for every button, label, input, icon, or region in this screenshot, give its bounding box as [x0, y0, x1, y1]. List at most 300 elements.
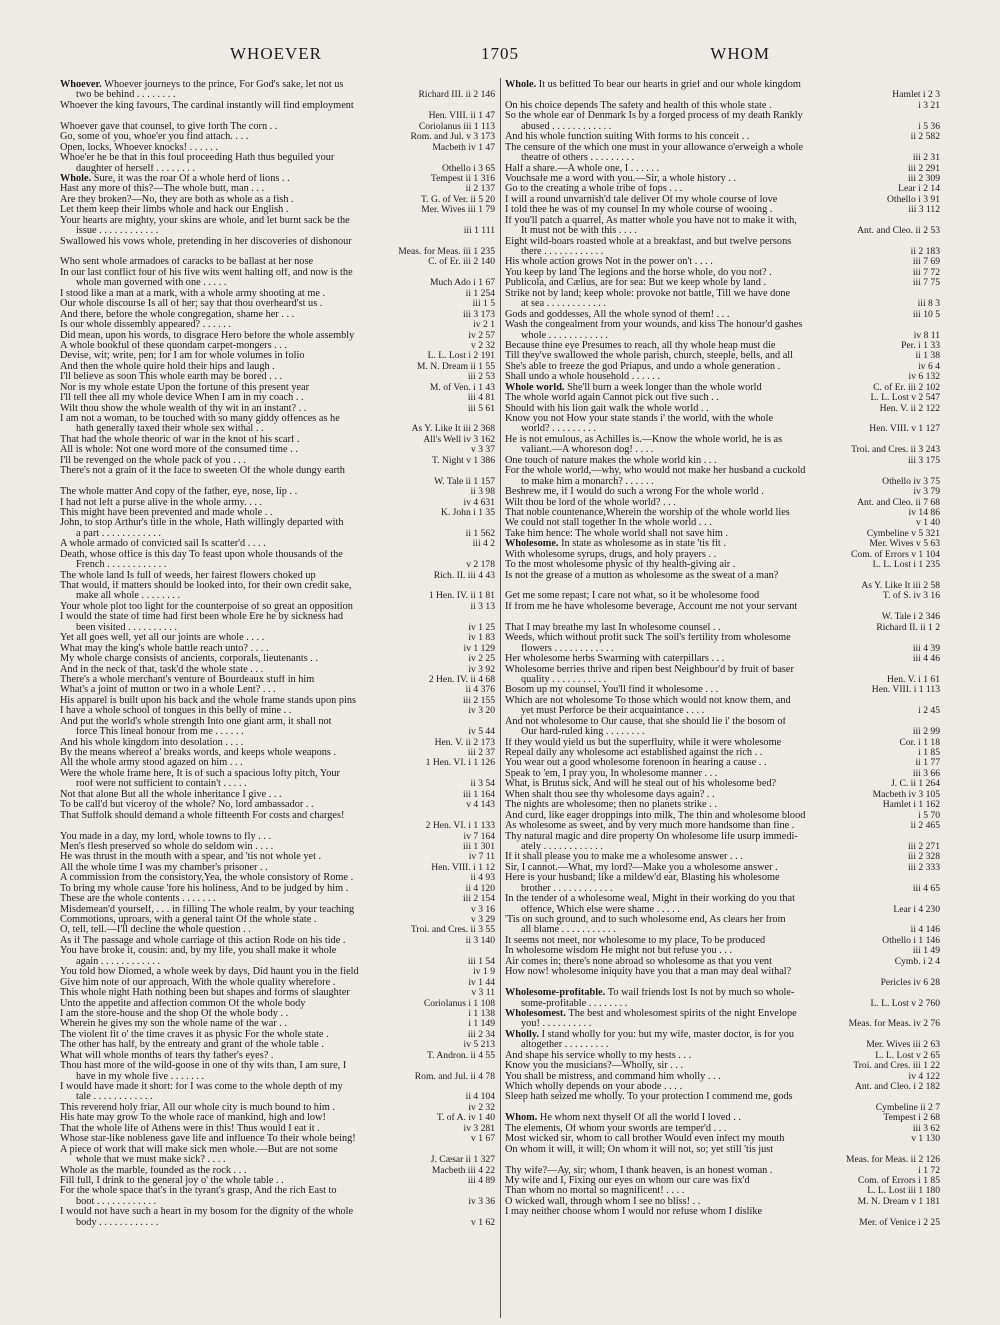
- play-reference: Richard II. ii 1 2: [872, 623, 940, 633]
- quotation-text: Her wholesome herbs Swarming with caterpillars . . .: [505, 654, 725, 665]
- play-reference: i 2 45: [914, 706, 940, 716]
- play-reference: Rom. and Jul. ii 4 78: [411, 1072, 495, 1082]
- quotation-text: The nights are wholesome; then no planets strike . .: [505, 800, 717, 811]
- quotation-text: A piece of work that will make sick men whole.—But are not some: [60, 1144, 338, 1155]
- concordance-line: [505, 1051, 940, 1061]
- quotation-text: All the whole time I was my chamber's prisoner . .: [60, 862, 268, 873]
- quotation-text: Wholesome berries thrive and ripen best Neighbour'd by fruit of baser: [505, 664, 794, 675]
- quotation-text: Thy natural magic and dire property On wholesome life usurp immedi-: [505, 831, 798, 842]
- quotation-text: Yet all goes well, yet all our joints are whole . . . .: [60, 633, 265, 644]
- quotation-text: Whole as the marble, founded as the rock . . .: [60, 1165, 247, 1176]
- concordance-line: [60, 184, 495, 194]
- play-reference: Lear i 4 230: [889, 905, 940, 915]
- play-reference: iii 7 69: [909, 257, 940, 267]
- concordance-line: [60, 1061, 495, 1071]
- concordance-line: [505, 1072, 940, 1082]
- concordance-line: [60, 529, 495, 539]
- concordance-line: [505, 237, 940, 247]
- quotation-text: Did mean, upon his words, to disgrace Hero before the whole assembly: [60, 330, 355, 341]
- play-reference: iii 2 328: [904, 852, 940, 862]
- play-reference: iv 7 11: [465, 852, 495, 862]
- concordance-line: [60, 560, 495, 570]
- quotation-text: Is not the grease of a mutton as wholesome as the sweat of a man?: [505, 570, 779, 581]
- header-right-keyword: WHOM: [710, 44, 770, 63]
- concordance-line: [60, 1124, 495, 1134]
- concordance-line: [505, 341, 940, 351]
- play-reference: ii 3 54: [466, 779, 495, 789]
- play-reference: ii 1 562: [462, 529, 495, 539]
- concordance-line: [505, 675, 940, 685]
- quotation-text: O, tell, tell.—I'll decline the whole question . .: [60, 925, 251, 936]
- play-reference: ii 4 376: [462, 685, 495, 695]
- concordance-line: [505, 1155, 940, 1165]
- play-reference: iii 2 309: [904, 174, 940, 184]
- quotation-text: Misdemean'd yourself, . . . in filling The whole realm, by your teaching: [60, 904, 355, 915]
- quotation-text: Whose star-like nobleness gave life and influence To their whole being!: [60, 1134, 356, 1145]
- concordance-line: [60, 717, 495, 727]
- quotation-text: Repeal daily any wholesome act established against the rich . .: [505, 748, 763, 758]
- concordance-line: [505, 184, 940, 194]
- quotation-text: And his whole kingdom into desolation . . . .: [60, 737, 244, 748]
- quotation-text: In our last conflict four of his five wits went halting off, and now is the: [60, 267, 353, 278]
- play-reference: iii 4 89: [464, 1176, 495, 1186]
- headword-entry: [505, 383, 940, 393]
- quotation-text: All is whole: Not one word more of the consumed time . .: [60, 445, 298, 456]
- quotation-text: Were the whole frame here, It is of such a spacious lofty pitch, Your: [60, 768, 340, 779]
- concordance-line: [505, 738, 940, 748]
- quotation-text: My whole charge consists of ancients, corporals, lieutenants . .: [60, 654, 319, 665]
- quotation-text: Than whom no mortal so magnificent! . . . .: [505, 1186, 685, 1197]
- quotation-text: daughter of herself . . . . . . . .: [76, 163, 195, 174]
- concordance-line: [505, 790, 940, 800]
- play-reference: ii 2 137: [462, 184, 495, 194]
- quotation-text: some-profitable . . . . . . . .: [521, 998, 628, 1009]
- play-reference: Mer. of Venice i 2 25: [855, 1218, 940, 1228]
- play-reference: Hen. VIII. i 1 113: [868, 685, 940, 695]
- quotation-text: Commotions, uproars, with a general taint Of the whole state .: [60, 915, 317, 925]
- play-reference: K. John i 1 35: [437, 508, 495, 518]
- play-reference: iii 7 75: [909, 278, 940, 288]
- concordance-line: [505, 122, 940, 132]
- concordance-line: [505, 550, 940, 560]
- quotation-text: It must not be with this . . . .: [521, 226, 637, 237]
- play-reference: Troi. and Cres. iii 1 22: [849, 1061, 940, 1071]
- play-reference: v 3 37: [467, 445, 495, 455]
- quotation-text: I'll be revenged on the whole pack of you . . .: [60, 455, 246, 466]
- concordance-line: [505, 216, 940, 226]
- quotation-text: Vouchsafe me a word with you.—Sir, a whole history . .: [505, 173, 737, 184]
- quotation-text: The other has half, by the entreaty and grant of the whole table .: [60, 1040, 324, 1051]
- concordance-line: [505, 894, 940, 904]
- quotation-text: One touch of nature makes the whole world kin . . .: [505, 455, 717, 466]
- concordance-line: [60, 341, 495, 351]
- quotation-text: Whoever journeys to the prince, For God's sake, let not us: [104, 80, 344, 90]
- quotation-text: By the means whereof a' breaks words, and keeps whole weapons .: [60, 748, 337, 758]
- play-reference: Cor. i 1 18: [895, 738, 940, 748]
- play-reference: iii 1 54: [464, 957, 495, 967]
- play-reference: iv 3 79: [909, 487, 940, 497]
- concordance-line: [505, 1124, 940, 1134]
- quotation-text: Publicola, and Cælius, are for sea: But we keep whole by land .: [505, 278, 767, 289]
- concordance-line: [60, 758, 495, 768]
- concordance-line: [60, 602, 495, 612]
- concordance-line: [60, 936, 495, 946]
- play-reference: M. of Ven. i 1 43: [426, 383, 495, 393]
- concordance-line: [505, 278, 940, 288]
- concordance-line: [505, 518, 940, 528]
- quotation-text: It seems not meet, nor wholesome to my place, To be produced: [505, 935, 766, 946]
- headword: Whoever.: [60, 80, 105, 90]
- concordance-line: [505, 685, 940, 695]
- play-reference: v 2 32: [467, 341, 495, 351]
- play-reference: iii 2 154: [459, 894, 495, 904]
- quotation-text: You told how Diomed, a whole week by days, Did haunt you in the field: [60, 967, 359, 978]
- play-reference: ii 4 120: [462, 884, 495, 894]
- headword: Wholly.: [505, 1029, 542, 1040]
- play-reference: iv 2 25: [464, 654, 495, 664]
- concordance-line: [505, 1145, 940, 1155]
- play-reference: W. Tale i 2 346: [878, 612, 940, 622]
- play-reference: iii 2 31: [909, 153, 940, 163]
- play-reference: v 1 40: [912, 518, 940, 528]
- play-reference: Cymb. i 2 4: [891, 957, 940, 967]
- concordance-line: [505, 852, 940, 862]
- play-reference: iii 1 111: [460, 226, 495, 236]
- concordance-line: [505, 477, 940, 487]
- concordance-line: [505, 581, 940, 591]
- quotation-text: And there, before the whole congregation, shame her . . .: [60, 309, 295, 320]
- concordance-line: [505, 445, 940, 455]
- concordance-line: [60, 1207, 495, 1217]
- quotation-text: You have broke it, cousin: and, by my life, you shall make it whole: [60, 946, 337, 957]
- concordance-line: [60, 331, 495, 341]
- quotation-text: All the whole army stood agazed on him . . .: [60, 758, 243, 769]
- play-reference: Ant. and Cleo. ii 2 53: [853, 226, 940, 236]
- header-left-keyword: WHOEVER: [230, 44, 322, 63]
- concordance-line: [505, 612, 940, 622]
- play-reference: v 2 178: [462, 560, 495, 570]
- quotation-text: For the whole world,—why, who would not make her husband a cuckold: [505, 466, 806, 477]
- quotation-text: To the most wholesome physic of thy health-giving air .: [505, 560, 736, 571]
- play-reference: iv 1 25: [464, 623, 495, 633]
- quotation-text: A whole bookful of these quondam carpet-mongers . . .: [60, 340, 288, 351]
- quotation-text: He whom next thyself Of all the world I loved . .: [539, 1113, 741, 1124]
- headword-entry: [505, 1113, 940, 1123]
- quotation-text: flowers . . . . . . . . . . . .: [521, 643, 614, 654]
- concordance-line: [505, 529, 940, 539]
- concordance-line: [505, 717, 940, 727]
- quotation-text: John, to stop Arthur's title in the whole, Hath willingly departed with: [60, 518, 344, 529]
- quotation-text: And his whole function suiting With forms to his conceit . .: [505, 132, 750, 143]
- quotation-text: I told thee he was of my counsel In my whole course of wooing .: [505, 205, 773, 216]
- quotation-text: Take him hence: The whole world shall not save him .: [505, 528, 728, 539]
- concordance-line: [60, 654, 495, 664]
- play-reference: v 1 130: [907, 1134, 940, 1144]
- quotation-text: I am not a woman, to be touched with so many giddy offences as he: [60, 414, 340, 424]
- concordance-line: [505, 1197, 940, 1207]
- play-reference: Hen. V. ii 2 173: [431, 738, 495, 748]
- concordance-line: [60, 477, 495, 487]
- play-reference: ii 1 77: [911, 758, 940, 768]
- play-reference: iii 1 49: [909, 946, 940, 956]
- concordance-line: [505, 811, 940, 821]
- quotation-text: altogether . . . . . . . . .: [521, 1040, 609, 1051]
- concordance-line: [60, 362, 495, 372]
- concordance-line: [505, 1166, 940, 1176]
- play-reference: i 5 70: [914, 811, 940, 821]
- concordance-line: [60, 571, 495, 581]
- concordance-line: [505, 362, 940, 372]
- concordance-line: [60, 842, 495, 852]
- play-reference: iii 2 291: [904, 164, 940, 174]
- concordance-line: [60, 518, 495, 528]
- concordance-line: [60, 435, 495, 445]
- concordance-line: [60, 967, 495, 977]
- play-reference: i 3 21: [914, 101, 940, 111]
- quotation-text: Shall undo a whole household . . . . . .: [505, 372, 661, 383]
- play-reference: ii 3 140: [462, 936, 495, 946]
- quotation-text: Whoe'er he be that in this foul proceeding Hath thus beguiled your: [60, 153, 335, 164]
- concordance-line: [60, 675, 495, 685]
- concordance-line: [60, 404, 495, 414]
- play-reference: iii 4 46: [909, 654, 940, 664]
- quotation-text: I would not have such a heart in my bosom for the dignity of the whole: [60, 1207, 354, 1218]
- left-column: [60, 80, 495, 1315]
- quotation-text: Not that alone But all the whole inheritance I give . . .: [60, 789, 282, 800]
- concordance-line: [60, 1051, 495, 1061]
- concordance-line: [505, 226, 940, 236]
- quotation-text: Which are not wholesome To those which would not know them, and: [505, 695, 791, 706]
- quotation-text: Sleep hath seized me wholly. To your protection I commend me, gods: [505, 1092, 793, 1103]
- concordance-line: [60, 310, 495, 320]
- play-reference: Coriolanus i 1 108: [420, 999, 495, 1009]
- headword: Wholesome-profitable.: [505, 988, 608, 999]
- concordance-line: [60, 644, 495, 654]
- play-reference: iii 2 37: [464, 748, 495, 758]
- concordance-line: [505, 508, 940, 518]
- quotation-text: And not wholesome to Our cause, that she should lie i' the bosom of: [505, 716, 786, 727]
- play-reference: Ant. and Cleo. ii 7 68: [853, 498, 940, 508]
- quotation-text: Wherein he gives my son the whole name of the war . .: [60, 1019, 288, 1030]
- quotation-text: The whole world again Cannot pick out five such . .: [505, 393, 719, 404]
- concordance-line: [505, 1082, 940, 1092]
- concordance-line: [60, 1145, 495, 1155]
- concordance-line: [505, 602, 940, 612]
- concordance-line: [60, 487, 495, 497]
- concordance-line: [60, 445, 495, 455]
- concordance-line: [505, 164, 940, 174]
- concordance-line: [60, 957, 495, 967]
- concordance-line: [60, 143, 495, 153]
- quotation-text: issue . . . . . . . . . . . .: [76, 226, 159, 237]
- concordance-line: [60, 122, 495, 132]
- concordance-line: [505, 205, 940, 215]
- quotation-text: a part . . . . . . . . . . . .: [76, 528, 161, 539]
- play-reference: ii 4 146: [907, 925, 940, 935]
- play-reference: Hen. VIII. v 1 127: [865, 424, 940, 434]
- concordance-line: [505, 1207, 940, 1217]
- concordance-line: [505, 832, 940, 842]
- concordance-line: [60, 905, 495, 915]
- concordance-line: [60, 299, 495, 309]
- concordance-line: [60, 1072, 495, 1082]
- play-reference: ii 4 93: [466, 873, 495, 883]
- concordance-line: [505, 925, 940, 935]
- play-reference: iv 6 4: [914, 362, 940, 372]
- quotation-text: Till they've swallowed the whole parish, church, steeple, bells, and all: [505, 351, 794, 362]
- quotation-text: Give him note of our approach, With the whole quality wherefore .: [60, 977, 336, 988]
- play-reference: iii 4 2: [469, 539, 495, 549]
- concordance-line: [505, 153, 940, 163]
- quotation-text: My wife and I, Fixing our eyes on whom our care was fix'd: [505, 1175, 750, 1186]
- concordance-line: [60, 383, 495, 393]
- quotation-text: Eight wild-boars roasted whole at a breakfast, and but twelve persons: [505, 236, 792, 247]
- quotation-text: In state as wholesome as in state 'tis fit .: [561, 539, 726, 550]
- quotation-text: The whole land Is full of weeds, her fairest flowers choked up: [60, 570, 316, 581]
- quotation-text: This whole night Hath nothing been but shapes and forms of slaughter: [60, 988, 350, 999]
- concordance-line: [60, 1166, 495, 1176]
- concordance-line: [505, 884, 940, 894]
- play-reference: v 3 29: [467, 915, 495, 925]
- quotation-text: whole man governed with one . . . . .: [76, 278, 227, 289]
- concordance-line: [60, 1030, 495, 1040]
- concordance-line: [505, 633, 940, 643]
- concordance-line: [505, 1040, 940, 1050]
- concordance-line: [505, 174, 940, 184]
- concordance-line: [60, 832, 495, 842]
- play-reference: Cymbeline ii 2 7: [872, 1103, 940, 1113]
- play-reference: v 1 67: [467, 1134, 495, 1144]
- concordance-line: [505, 404, 940, 414]
- quotation-text: With wholesome syrups, drugs, and holy prayers . .: [505, 549, 717, 560]
- headword-entry: [505, 539, 940, 549]
- quotation-text: Thy wife?—Ay, sir; whom, I thank heaven, is an honest woman .: [505, 1165, 773, 1176]
- concordance-line: [505, 372, 940, 382]
- headword-entry: [505, 988, 940, 998]
- concordance-line: [505, 1061, 940, 1071]
- concordance-line: [60, 612, 495, 622]
- quotation-text: Bosom up my counsel, You'll find it wholesome . . .: [505, 685, 719, 696]
- concordance-line: [505, 591, 940, 601]
- concordance-line: [60, 1197, 495, 1207]
- concordance-line: [60, 498, 495, 508]
- quotation-text: Who sent whole armadoes of caracks to be ballast at her nose: [60, 257, 314, 268]
- concordance-line: [60, 1186, 495, 1196]
- quotation-text: Most wicked sir, whom to call brother Would even infect my mouth: [505, 1134, 785, 1145]
- quotation-text: And put the world's whole strength Into one giant arm, it shall not: [60, 716, 332, 727]
- quotation-text: You wear out a good wholesome forenoon in hearing a cause . .: [505, 758, 767, 769]
- concordance-line: [505, 424, 940, 434]
- concordance-line: [505, 1019, 940, 1029]
- play-reference: Othello i 3 91: [883, 195, 940, 205]
- play-reference: 2 Hen. VI. i 1 133: [422, 821, 495, 831]
- play-reference: iii 5 61: [464, 404, 495, 414]
- quotation-text: This reverend holy friar, All our whole city is much bound to him .: [60, 1102, 335, 1113]
- play-reference: i 1 138: [464, 1009, 495, 1019]
- play-reference: Hen. V. ii 2 122: [876, 404, 940, 414]
- play-reference: 1 Hen. IV. ii 1 81: [425, 591, 495, 601]
- quotation-text: That had the whole theoric of war in the knot of his scarf .: [60, 434, 300, 445]
- quotation-text: quality . . . . . . . . . . .: [521, 674, 607, 685]
- play-reference: i 5 36: [914, 122, 940, 132]
- quotation-text: I have a whole school of tongues in this belly of mine . .: [60, 706, 292, 717]
- quotation-text: Fill full, I drink to the general joy o' the whole table . .: [60, 1175, 284, 1186]
- quotation-text: When shalt thou see thy wholesome days again? . .: [505, 789, 715, 800]
- quotation-text: The censure of the which one must in your allowance o'erweigh a whole: [505, 142, 804, 153]
- quotation-text: What, is Brutus sick, And will he steal out of his wholesome bed?: [505, 779, 777, 790]
- play-reference: T. of S. iv 3 16: [879, 591, 940, 601]
- concordance-line: [505, 435, 940, 445]
- play-reference: Macbeth iv 1 47: [428, 143, 495, 153]
- concordance-line: [505, 654, 940, 664]
- quotation-text: I am the store-house and the shop Of the whole body . .: [60, 1008, 289, 1019]
- play-reference: iv 3 92: [464, 665, 495, 675]
- play-reference: T. of A. iv 1 40: [433, 1113, 495, 1123]
- concordance-line: [60, 1009, 495, 1019]
- play-reference: Mer. Wives iii 2 63: [862, 1040, 940, 1050]
- play-reference: iv 6 132: [905, 372, 940, 382]
- concordance-line: [505, 132, 940, 142]
- play-reference: Meas. for Meas. iv 2 76: [845, 1019, 940, 1029]
- play-reference: iv 2 57: [464, 331, 495, 341]
- concordance-line: [505, 90, 940, 100]
- play-reference: ii 1 254: [462, 289, 495, 299]
- concordance-line: [505, 873, 940, 883]
- concordance-line: [505, 1186, 940, 1196]
- concordance-line: [505, 320, 940, 330]
- concordance-line: [60, 894, 495, 904]
- quotation-text: It us befitted To bear our hearts in grief and our whole kingdom: [538, 80, 801, 90]
- quotation-text: The whole matter And copy of the father, eye, nose, lip . .: [60, 487, 298, 498]
- play-reference: iii 2 333: [904, 863, 940, 873]
- concordance-line: [505, 247, 940, 257]
- play-reference: T. Andron. ii 4 55: [423, 1051, 495, 1061]
- play-reference: iii 1 5: [469, 299, 495, 309]
- quotation-text: Get me some repast; I care not what, so it be wholesome food: [505, 591, 760, 602]
- quotation-text: there . . . . . . . . . . . .: [521, 247, 604, 257]
- play-reference: iv 1 83: [464, 633, 495, 643]
- headword: Wholesome.: [505, 539, 562, 550]
- quotation-text: Which wholly depends on your abode . . . .: [505, 1082, 683, 1092]
- concordance-line: [505, 456, 940, 466]
- quotation-text: If they would yield us but the superfluity, while it were wholesome: [505, 737, 782, 748]
- quotation-text: On his choice depends The safety and health of this whole state .: [505, 100, 772, 111]
- play-reference: ii 2 582: [907, 132, 940, 142]
- concordance-line: [505, 1103, 940, 1113]
- concordance-line: [505, 905, 940, 915]
- play-reference: Richard III. ii 2 146: [415, 90, 495, 100]
- quotation-text: Open, locks, Whoever knocks! . . . . . .: [60, 142, 218, 153]
- concordance-line: [505, 466, 940, 476]
- play-reference: Othello i 1 146: [878, 936, 940, 946]
- quotation-text: hath generally taxed their whole sex withal . .: [76, 424, 264, 435]
- play-reference: iv 5 44: [464, 727, 495, 737]
- quotation-text: Your hearts are mighty, your skins are whole, and let burnt sack be the: [60, 215, 350, 226]
- concordance-line: [60, 539, 495, 549]
- quotation-text: A whole armado of convicted sail Is scatter'd . . . .: [60, 539, 266, 550]
- headword: Whom.: [505, 1113, 540, 1124]
- concordance-line: [505, 257, 940, 267]
- quotation-text: boot . . . . . . . . . . . .: [76, 1196, 157, 1207]
- concordance-line: [60, 978, 495, 988]
- quotation-text: What's a joint of mutton or two in a whole Lent? . . .: [60, 685, 276, 696]
- play-reference: iii 2 271: [904, 842, 940, 852]
- quotation-text: You made in a day, my lord, whole towns to fly . . .: [60, 831, 272, 842]
- quotation-text: What will whole months of tears thy father's eyes? .: [60, 1050, 274, 1061]
- quotation-text: O wicked wall, through whom I see no bliss! . .: [505, 1196, 701, 1207]
- concordance-line: [60, 591, 495, 601]
- play-reference: iii 2 155: [459, 696, 495, 706]
